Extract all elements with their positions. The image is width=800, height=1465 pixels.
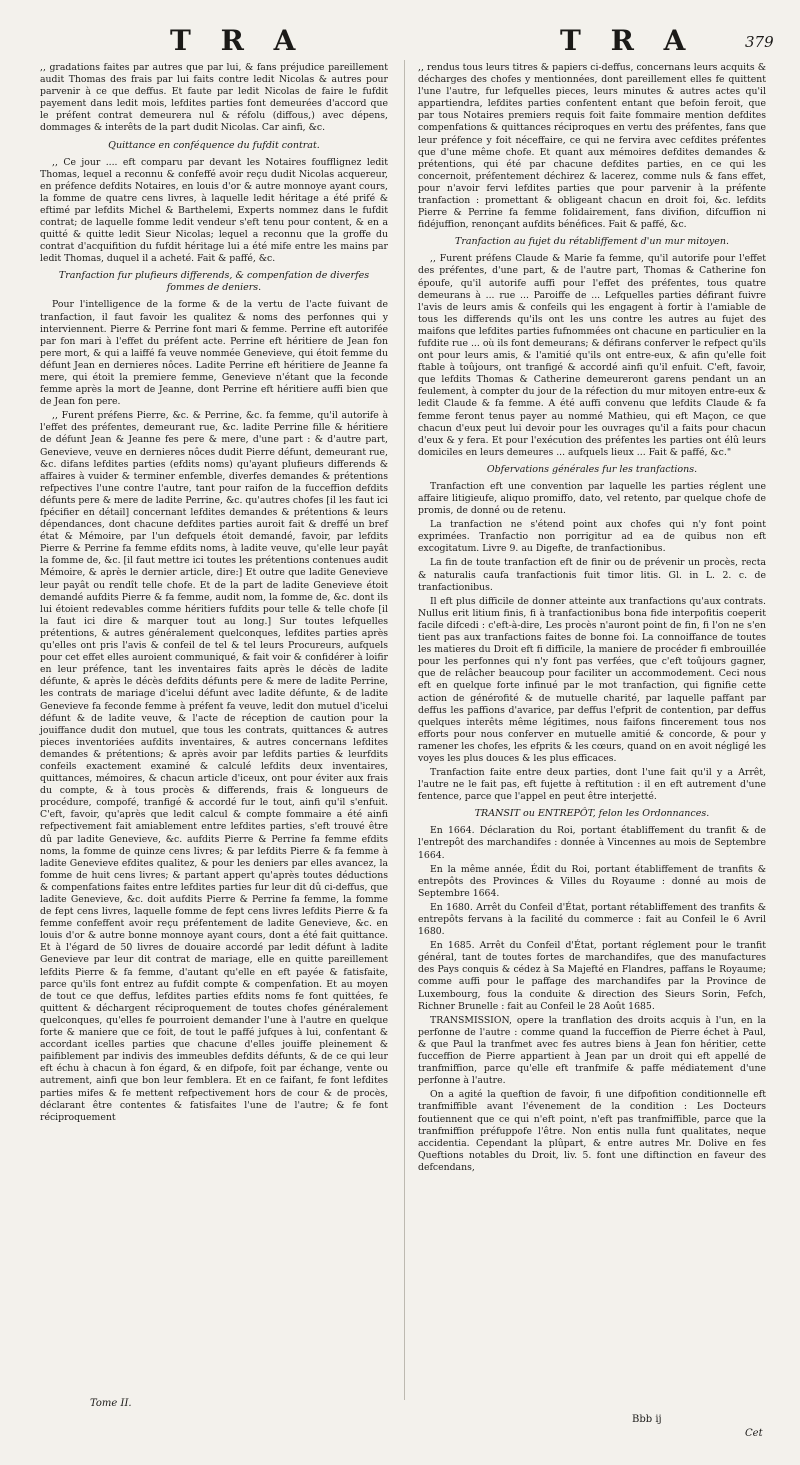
catchword: Cet (745, 1428, 763, 1439)
section-heading: Obfervations générales fur les tranfactions. (486, 463, 698, 475)
paragraph: Il eft plus difficile de donner atteinte aux tranfactions qu'aux contrats. Nullus erit litium finis, fi à tranfactionibus bona fide interpofitis coeperit facile difcedi : c'eft-à-dire, Les procès n'auront point de fin, fi l'on ne s'en tient pas aux tranfactions faites de bonne foi. La connoiffance de toutes les matieres du Droit eft fi difficile, la maniere de procéder fi embrouillée pour les perfonnes qui n'y font pas verfées, que c'eft toûjours gagner, que de relâcher beaucoup pour faciliter un accommodement. Ceci nous eft en quelque forte infinué par le mot tranfaction, qui fignifie cette action de générofité & de mutuelle charité, par laquelle paffant par deffus les paffions d'avarice, par deffus l'efprit de contention, par deffus quelques interêts même légitimes, nous faifons fincerement tous nos efforts pour nous conferver en mutuelle amitié & concorde, & pour y ramener les chofes, les efprits & les cœurs, quand on en avoit négligé les voyes les plus douces & les plus efficaces. (418, 595, 766, 764)
paragraph: En la même année, Édit du Roi, portant établiffement de tranfits & entrepôts des Provinces & Villes du Royaume : donné au mois de Septembre 1664. (418, 863, 766, 899)
paragraph: La tranfaction ne s'étend point aux chofes qui n'y font point exprimées. Tranfactio non porrigitur ad ea de quibus non eft excogitatum. Livre 9. au Digefte, de tranfactionibus. (418, 519, 766, 555)
section-heading: Tranfaction au fujet du rétabliffement d'un mur mitoyen. (454, 236, 730, 248)
paragraph: Tranfaction faite entre deux parties, dont l'une fait qu'il y a Arrêt, l'autre ne le fait pas, eft fujette à reftitution : il en eft autrement d'une fentence, parce que l'appel en peut être interjetté. (418, 767, 766, 803)
section-heading: Tranfaction fur plufieurs differends, & compenfation de diverfes fommes de deniers. (58, 270, 370, 294)
page-number: 379 (745, 33, 774, 51)
paragraph: En 1685. Arrêt du Confeil d'État, portant réglement pour le tranfit général, tant de toutes fortes de marchandifes, que des manufactures des Pays conquis & cédez à Sa Majefté en Flandres, paffans le Royaume; comme auffi pour le paffage des marchandifes par la Province de Luxembourg, fous la conduite & direction des Sieurs Sorin, Fefch, Richner Brunelle : fait au Confeil le 28 Août 1685. (418, 940, 766, 1012)
section-heading: Quittance en conféquence du fufdit contrat. (108, 139, 320, 151)
paragraph: On a agité la queftion de favoir, fi une difpofition conditionnelle eft tranfmiffible avant l'évenement de la condition : Les Docteurs foutiennent que ce qui n'eft point, n'eft pas tranfmiffible, parce que la tranfmiffion préfuppofe l'être. Non entis nulla funt qualitates, neque accidentia. Cependant la plûpart, & entre autres Mr. Dolive en fes Queftions notables du Droit, liv. 5. font une diftinction en faveur des defcendans, (418, 1089, 766, 1173)
paragraph: En 1680. Arrêt du Confeil d'État, portant rétabliffement des tranfits & entrepôts fervans à la facilité du commerce : fait au Confeil le 6 Avril 1680. (418, 901, 766, 938)
paragraph: ,, Furent préfens Pierre, &c. & Perrine, &c. fa femme, qu'il autorife à l'effet des préfentes, demeurant rue, &c. ladite Perrine fille & héritiere de défunt Jean & Jeanne fes pere & mere, d'une part : & d'autre part, Genevieve, veuve en dernieres nôces dudit Pierre défunt, demeurant rue, &c. difans lefdites parties (efdits noms) qu'ayant plufieurs differends & affaires à vuider & terminer enfemble, diverfes demandes & prétentions refpectives l'une contre l'autre, tant pour raifon de la fucceffion defdits défunts pere & mere de ladite Perrine, &c. qu'autres chofes [il les faut ici fpécifier en détail] concernant lefdites demandes & prétentions & leurs dépendances, dont chacune defdites parties auroit fait & dreffé un bref état & Mémoire, par l'un defquels étoit demandé, favoir, par lefdits Pierre & Perrine fa femme efdits noms, à ladite veuve, qu'elle leur payât la fomme de, &c. [il faut mettre ici toutes les prétentions contenues audit Mémoire, & après le dernier article, dire:] Et outre que ladite Genevieve leur payât ou rendît telle chofe. Et de la part de ladite Genevieve étoit demandé aufdits Pierre & fa femme, audit nom, la fomme de, &c. dont ils lui étoient redevables comme héritiers fufdits pour telle & telle chofe [il la faut ici dire & marquer tout au long.] Sur toutes lefquelles prétentions, & autres généralement quelconques, lefdites parties après qu'elles ont pris l'avis & confeil de tel & tel leurs Procureurs, aufquels pour cet effet elles auroient communiqué, & fait voir & confidérer à loifir en leur préfence, tant les inventaires faits après le décès de ladite défunte, & après le décès defdits défunts pere & mere de ladite Perrine, les contrats de mariage d'icelui défunt avec ladite défunte, & de ladite Genevieve fa feconde femme à préfent fa veuve, ledit don mutuel d'icelui défunt & de ladite veuve, & l'acte de réception de caution pour la jouiffance dudit don mutuel, que tous les contrats, quittances & autres pieces inventoriées aufdits inventaires, & autres concernans lefdites demandes & prétentions; & après avoir par lefdits parties & leurfdits confeils exactement examiné & calculé lefdits deux inventaires, quittances, mémoires, & chacun article d'iceux, ont pour éviter aux frais du compte, & à tous procès & differends, frais & longueurs de procédure, compofé, tranfigé & accordé fur le tout, ainfi qu'il s'enfuit. C'eft, favoir, qu'après que ledit calcul & compte fommaire a été ainfi refpectivement fait amiablement entre lefdites parties, s'eft trouvé être dû par ladite Genevieve, &c. aufdits Pierre & Perrine fa femme efdits noms, la fomme de quinze cens livres; & par lefdits Pierre & fa femme à ladite Genevieve efdites qualitez, & pour les deniers par elles avancez, la fomme de huit cens livres; & partant appert qu'après toutes déductions & compenfations faites entre lefdites parties fur leur dit dû ci-deffus, que ladite Genevieve, &c. doit aufdits Pierre & Perrine fa femme, la fomme de fept cens livres, laquelle fomme de fept cens livres lefdits Pierre & fa femme confeffent avoir reçu préfentement de ladite Genevieve, &c. en louis d'or & autre bonne monnoye ayant cours, dont a été fait quittance. Et à l'égard de 50 livres de douaire accordé par ledit défunt à ladite Genevieve par leur dit contrat de mariage, elle en quitte pareillement lefdits Pierre & fa femme, d'autant qu'elle en eft payée & fatisfaite, parce qu'ils font entrez au fufdit compte & compenfation. Et au moyen de tout ce que deffus, lefdites parties efdits noms fe font quittées, fe quittent & déchargent réciproquement de toutes chofes généralement quelconques, qu'elles fe pourroient demander l'une à l'autre en quelque forte & maniere que ce foit, de tout le paffé jufques à lui, confentant & accordant icelles parties que chacune d'elles jouiffe pleinement & paifiblement par indivis des immeubles defdits défunts, & de ce qui leur eft échu à chacun à fon égard, & en difpofe, foit par échange, vente ou autrement, ainfi que bon leur femblera. Et en ce faifant, fe font lefdites parties mifes & fe mettent refpectivement hors de cour & de procès, déclarant être contentes & fatisfaites l'une de l'autre; & fe font réciproquement (40, 410, 388, 1123)
paragraph: TRANSMISSION, opere la tranflation des droits acquis à l'un, en la perfonne de l'autre : comme quand la fucceffion de Pierre échet à Paul, & que Paul la tranfmet avec fes autres biens à Jean fon héritier, cette fucceffion de Pierre appartient à Jean par un droit qui eft appellé de tranfmiffion, parce qu'elle eft tranfmife & paffe médiatement d'une perfonne à l'autre. (418, 1014, 766, 1087)
paragraph: Pour l'intelligence de la forme & de la vertu de l'acte fuivant de tranfaction, il faut favoir les qualitez & noms des perfonnes qui y interviennent. Pierre & Perrine font mari & femme. Perrine eft autorifée par fon mari à l'effet du préfent acte. Perrine eft héritiere de Jean fon pere mort, & qui a laiffé fa veuve nommée Genevieve, qui étoit femme du défunt Jean en dernieres nôces. Ladite Perrine eft héritiere de Jeanne fa mere, qui étoit la premiere femme, Genevieve n'étant que la feconde femme après la mort de Jeanne, dont Perrine eft héritiere auffi bien que de Jean fon pere. (40, 299, 388, 408)
paragraph: ,, Ce jour .... eft comparu par devant les Notaires foufflignez ledit Thomas, lequel a reconnu & confeffé avoir reçu dudit Nicolas acquereur, en préfence defdits Notaires, en louis d'or & autre monnoye ayant cours, la fomme de quatre cens livres, à laquelle ledit héritage a été prifé & eftimé par lefdits Michel & Barthelemi, Experts nommez dans le fufdit contrat; de laquelle fomme ledit vendeur s'eft tenu pour content, & en a quitté & quitte ledit Sieur Nicolas; lequel a reconnu que la groffe du contrat d'acquifition du fufdit héritage lui a été mife entre les mains par ledit Thomas, duquel il a acheté. Fait & paffé, &c. (40, 156, 388, 265)
running-head-left: T R A (170, 24, 306, 57)
signature-mark: Bbb ij (632, 1414, 662, 1425)
paragraph: La fin de toute tranfaction eft de finir ou de prévenir un procès, recta & naturalis caufa tranfactionis fuit timor litis. Gl. in L. 2. c. de tranfactionibus. (418, 557, 766, 593)
paragraph: ,, rendus tous leurs titres & papiers ci-deffus, concernans leurs acquits & décharges des chofes y mentionnées, dont pareillement elles fe quittent l'une l'autre, fur lefquelles pieces, leurs minutes & autres actes qu'il appartiendra, lefdites parties confentent entant que befoin feroit, que par tous Notaires premiers requis foit faite fommaire mention defdites compenfations & quittances réciproques en vertu des préfentes, fans que leur préfence y foit néceffaire, ce qui ne fervira avec cefdites préfentes que d'une même chofe. Et quant aux mémoires defdites demandes & prétentions, qui été par chacune defdites parties, en ce qui les concernoit, préfentement déchirez & lacerez, comme nuls & fans effet, pour n'avoir fervi lefdites parties que pour parvenir à la préfente tranfaction : promettant & obligeant chacun en droit foi, &c. lefdits Pierre & Perrine fa femme folidairement, fans divifion, difcuffion ni fidéjuffion, renonçant aufdits bénéfices. Fait & paffé, &c. (418, 62, 766, 231)
right-column (418, 62, 766, 1176)
left-column (40, 62, 388, 1126)
paragraph: Tranfaction eft une convention par laquelle les parties réglent une affaire litigieufe, aliquo promiffo, dato, vel retento, par quelque chofe de promis, de donné ou de retenu. (418, 480, 766, 517)
paragraph: ,, Furent préfens Claude & Marie fa femme, qu'il autorife pour l'effet des préfentes, d'une part, & de l'autre part, Thomas & Catherine fon époufe, qu'il autorife auffi pour l'effet des préfentes, tous quatre demeurans à ... rue ... Paroiffe de ... Lefquelles parties défirant fuivre l'avis de leurs amis & confeils qui les engagent à fortir à l'amiable de tous les differends qu'ils ont les uns contre les autres au fujet des maifons que lefdites parties fufnommées ont chacune en particulier en la fufdite rue ... où ils font demeurans; & défirans conferver le refpect qu'ils ont pour leurs amis, & l'amitié qu'ils ont entre-eux, & afin qu'elle foit ftable à toûjours, ont tranfigé & accordé ainfi qu'il enfuit. C'eft, favoir, que lefdits Thomas & Catherine demeureront garens pendant un an feulement, à compter du jour de la réfection du mur mitoyen entre-eux & ledit Claude & fa femme. A été auffi convenu que lefdits Claude & fa femme feront tenus payer au nommé Mathieu, qui eft Maçon, ce que chacun d'eux peut lui devoir pour les ouvrages qu'il a faits pour chacun d'eux & y fera. Et pour l'exécution des préfentes les parties ont élû leurs domiciles en leurs demeures ... aufquels lieux ... Fait & paffé, &c." (418, 253, 766, 458)
column-divider (404, 60, 405, 1400)
volume-footer: Tome II. (90, 1398, 132, 1409)
paragraph: ,, gradations faites par autres que par lui, & fans préjudice pareillement audit Thomas des frais par lui faits contre ledit Nicolas & autres pour parvenir à ce que deffus. Et faute par ledit Nicolas de faire le fufdit payement dans ledit mois, lefdites parties font demeurées d'accord que le préfent contrat demeurera nul & réfolu (diffous,) avec dépens, dommages & interêts de la part dudit Nicolas. Car ainfi, &c. (40, 62, 388, 134)
paragraph: En 1664. Déclaration du Roi, portant établiffement du tranfit & de l'entrepôt des marchandifes : donnée à Vincennes au mois de Septembre 1664. (418, 825, 766, 861)
running-head-right: T R A (560, 24, 696, 57)
section-heading: TRANSIT ou ENTREPÔT, felon les Ordonnances. (474, 808, 710, 820)
